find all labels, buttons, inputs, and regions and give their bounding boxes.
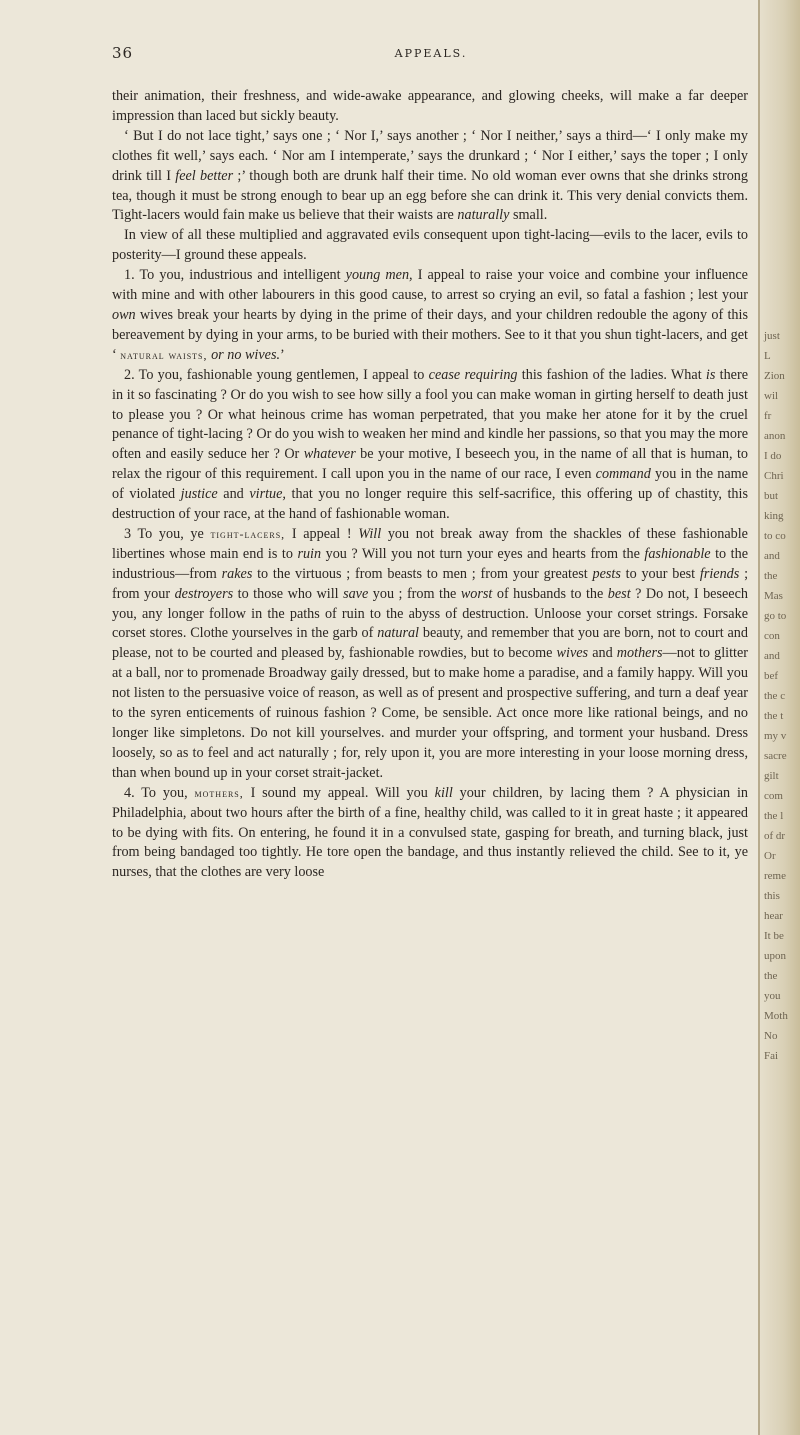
- edge-fragment: the l: [764, 810, 784, 822]
- text-run: 3 To you, ye: [124, 525, 211, 542]
- italic-text: ruin: [297, 545, 322, 562]
- italic-text: friends: [699, 565, 740, 582]
- text-run: and: [217, 486, 250, 503]
- edge-fragment: you: [764, 990, 781, 1002]
- edge-fragment: reme: [764, 870, 786, 882]
- paragraph: [112, 127, 748, 227]
- page-number: 36: [112, 44, 134, 62]
- text-run: ’: [280, 346, 285, 363]
- edge-fragment: It be: [764, 930, 784, 942]
- edge-fragment: sacre: [764, 750, 787, 762]
- italic-text: save: [343, 585, 369, 602]
- text-run: small.: [509, 207, 548, 224]
- edge-fragment: the t: [764, 710, 784, 722]
- text-run: ;’ though both are drunk half their time. No old woman ever owns that she drinks strong tea, though it must be strong enough to bear up an egg before she can drink it. This very denial convicts them. Tight-lacers would fain make us believe that their waists are: [112, 167, 748, 224]
- edge-fragment: No: [764, 1030, 778, 1042]
- edge-fragment: the c: [764, 690, 786, 702]
- text-run: In view of all these multiplied and aggravated evils consequent upon tight-lacing—evils to the lacer, evils to posterity—I ground these appeals.: [112, 227, 748, 264]
- text-run: —not to glitter at a ball, nor to promenade Broadway gaily dressed, but to make home a paradise, and a family happy. Will you not listen to the persuasive voice of reason, as well as of present and prospective suffering, and turn a deaf year to the syren enticements of ruinous fashion ? Come, be sensible. Act once more like rational beings, and no longer like simpletons. Do not kill yourselves. and murder your offspring, and torment your husband. Dress loosely, so as to feel and act naturally ; for, rely upon it, you are more interesting in your loose morning dress, than when bound up in your corset strait-jacket.: [112, 645, 748, 781]
- italic-text: rakes: [221, 565, 253, 582]
- text-run: you ? Will you not turn your eyes and hearts from the: [321, 545, 645, 562]
- edge-fragment: just: [764, 330, 780, 342]
- edge-fragment: Fai: [764, 1050, 779, 1062]
- edge-fragment: but: [764, 490, 779, 502]
- italic-text: kill: [434, 784, 453, 801]
- running-head: APPEALS.: [394, 47, 468, 60]
- text-run: 2. To you, fashionable young gentlemen, I appeal to: [124, 366, 429, 383]
- text-run: to those who will: [233, 585, 344, 602]
- text-run: ‘ But I do not lace tight,’ says one ; ‘ Nor I,’ says another ; ‘ Nor I neither,’ says a third—‘ I only make my clothes fit well,’ says each. ‘ Nor am I intemperate,’ says the drunkard ; ‘ Nor I either,’ says the toper ; I only drink till I: [112, 127, 748, 184]
- italic-text: best: [607, 585, 631, 602]
- text-run: to the industrious—from: [112, 545, 748, 582]
- paragraph: [112, 525, 748, 784]
- small-caps-text: mothers,: [194, 785, 244, 800]
- text-run: your children, by lacing them ? A physician in Philadelphia, about two hours after the birth of a fine, healthy child, was called to it in great haste ; it appeared to be dying with fits. On entering, he found it in a convulsed state, gasping for breath, and turning black, just from being bandaged too tightly. He tore open the bandage, and thus instantly relieved the child. See to it, ye nurses, that the clothes are very loose: [112, 784, 748, 881]
- edge-fragment: of dr: [764, 830, 786, 842]
- text-run: wives break your hearts by dying in the prime of their days, and your children redouble the agony of this bereavement by dying in your arms, to be buried with their mothers. See to it that you shun tight-lacers, and get ‘: [112, 306, 748, 363]
- italic-text: wives: [556, 645, 589, 662]
- italic-text: fashionable: [644, 545, 711, 562]
- paragraph: [112, 87, 748, 127]
- edge-fragment: wil: [764, 390, 779, 402]
- italic-text: pests: [592, 565, 621, 582]
- edge-fragment: my v: [764, 730, 787, 742]
- italic-text: feel better: [175, 167, 234, 184]
- text-run: there in it so fascinating ? Or do you wish to see how silly a fool you can make woman in girting herself to death just to please you ? Or what heinous crime has woman perpetrated, that you make her atone for it by the cruel penance of tight-lacing ? Or do you wish to weaken her mind and kindle her passions, so that you may the more often and easily seduce her ? Or: [112, 366, 748, 463]
- text-run: ; from your: [112, 565, 749, 602]
- text-run: I appeal to raise your voice and combine your influence with mine and with other labourers in this good cause, to arrest so crying an evil, so fatal a fashion ; lest your: [112, 267, 748, 304]
- text-run: 4. To you,: [124, 784, 195, 801]
- edge-fragment: hear: [764, 910, 783, 922]
- text-run: ? Do not, I beseech you, any longer follow in the paths of ruin to the abyss of destruction. Unloose your corset strings. Forsake corset stores. Clothe yourselves in the garb of: [112, 585, 748, 642]
- paragraph: [112, 366, 748, 525]
- facing-page-edge: [760, 0, 800, 1435]
- text-run: to the virtuous ; from beasts to men ; from your greatest: [252, 565, 593, 582]
- edge-fragment: and: [764, 650, 780, 662]
- edge-fragment: Or: [764, 850, 776, 862]
- text-run: and: [588, 645, 617, 662]
- italic-text: natural: [377, 625, 419, 642]
- text-run: you not break away from the shackles of these fashionable libertines whose main end is to: [112, 525, 748, 562]
- italic-text: cease requiring: [428, 366, 518, 383]
- edge-fragment: the: [764, 570, 778, 582]
- small-caps-text: tight-lacers,: [210, 526, 286, 541]
- edge-fragment: and: [764, 550, 780, 562]
- edge-fragment: I do: [764, 450, 782, 462]
- edge-fragment: gilt: [764, 770, 779, 782]
- edge-fragment: fr: [764, 410, 772, 422]
- italic-text: command: [595, 466, 651, 483]
- paragraph: [112, 226, 748, 266]
- italic-text: Will: [358, 525, 382, 542]
- edge-fragment: bef: [764, 670, 779, 682]
- text-run: beauty, and remember that you are born, not to court and please, not to be courted and pleased by, fashionable rowdies, but to become: [112, 625, 748, 662]
- small-caps-text: natural waists,: [120, 347, 208, 362]
- edge-fragment: L: [764, 350, 771, 362]
- text-run: that you no longer require this self-sacrifice, this offering up of chastity, this destruction of your race, at the hand of fashionable woman.: [112, 486, 748, 523]
- italic-text: or no wives.: [211, 346, 281, 363]
- paragraph: [112, 784, 748, 884]
- text-run: to your best: [620, 565, 700, 582]
- edge-fragment: com: [764, 790, 783, 802]
- text-run: I appeal !: [285, 525, 359, 542]
- italic-text: own: [112, 306, 136, 323]
- text-run: this fashion of the ladies. What: [517, 366, 706, 383]
- edge-fragment: anon: [764, 430, 786, 442]
- italic-text: mothers: [616, 645, 663, 662]
- edge-fragment: Chri: [764, 470, 784, 482]
- paragraph: [112, 266, 748, 366]
- edge-fragment: Mas: [764, 590, 783, 602]
- edge-fragment: go to: [764, 610, 787, 622]
- italic-text: virtue,: [249, 486, 286, 503]
- italic-text: worst: [460, 585, 493, 602]
- text-run: I sound my appeal. Will you: [243, 784, 435, 801]
- edge-fragment: the: [764, 970, 778, 982]
- italic-text: destroyers: [174, 585, 234, 602]
- text-run: of husbands to the: [492, 585, 608, 602]
- edge-fragment: upon: [764, 950, 786, 962]
- text-run: 1. To you, industrious and intelligent: [124, 267, 346, 284]
- text-run: their animation, their freshness, and wide-awake appearance, and glowing cheeks, will make a far deeper impression than laced but sickly beauty.: [112, 88, 748, 124]
- edge-fragment: Zion: [764, 370, 785, 382]
- text-run: be your motive, I beseech you, in the name of all that is human, to relax the rigour of this requirement. I call upon you in the name of our race, I even: [112, 446, 748, 483]
- italic-text: justice: [180, 486, 218, 503]
- edge-fragment: this: [764, 890, 780, 902]
- italic-text: young men,: [345, 267, 413, 284]
- italic-text: whatever: [303, 446, 356, 463]
- text-run: you ; from the: [368, 585, 461, 602]
- edge-fragment: con: [764, 630, 780, 642]
- edge-fragment: to co: [764, 530, 786, 542]
- edge-fragment: king: [764, 510, 784, 522]
- body-text: [112, 87, 748, 883]
- page-header: [112, 44, 750, 68]
- edge-fragment: Moth: [764, 1010, 788, 1022]
- italic-text: naturally: [457, 207, 510, 224]
- italic-text: is: [705, 366, 716, 383]
- text-run: you in the name of violated: [112, 466, 748, 503]
